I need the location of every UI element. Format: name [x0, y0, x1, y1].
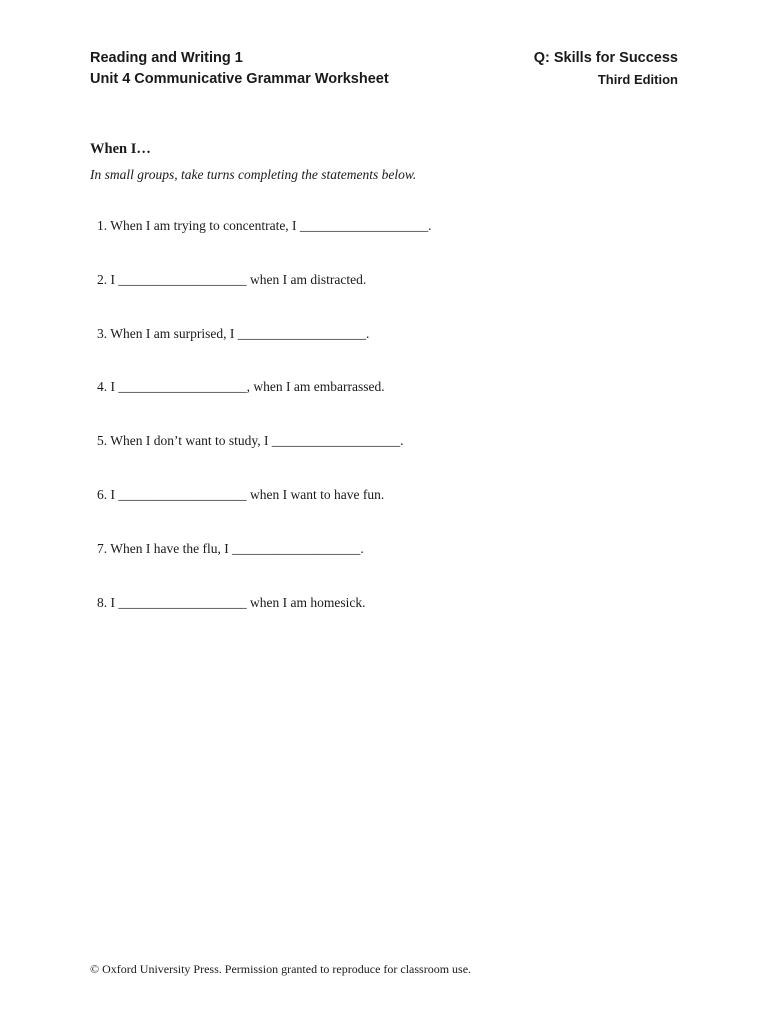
- statement-item: 2. I ___________________ when I am distracted.: [97, 271, 367, 287]
- statement-item: 3. When I am surprised, I ___________________.: [97, 325, 370, 341]
- edition-label: Third Edition: [597, 72, 678, 87]
- copyright-footer: © Oxford University Press. Permission granted to reproduce for classroom use.: [90, 962, 472, 976]
- statement-item: 7. When I have the flu, I ___________________.: [97, 540, 364, 556]
- statement-item: 4. I ___________________, when I am embarrassed.: [97, 379, 385, 395]
- statement-list: [97, 216, 432, 646]
- course-title: Reading and Writing 1: [90, 50, 243, 66]
- document-header-left: [90, 48, 389, 90]
- section-title: When I…: [90, 141, 151, 157]
- brand-title: Q: Skills for Success: [533, 50, 678, 66]
- instructions: In small groups, take turns completing the statements below.: [90, 167, 417, 182]
- statement-item: 6. I ___________________ when I want to have fun.: [97, 486, 385, 502]
- document-header-right: [534, 48, 678, 90]
- statement-item: 1. When I am trying to concentrate, I ___________________.: [97, 218, 432, 233]
- statement-item: 5. When I don’t want to study, I ___________________.: [97, 433, 404, 449]
- statement-item: 8. I ___________________ when I am homesick.: [97, 594, 366, 610]
- worksheet-title: Unit 4 Communicative Grammar Worksheet: [90, 71, 389, 87]
